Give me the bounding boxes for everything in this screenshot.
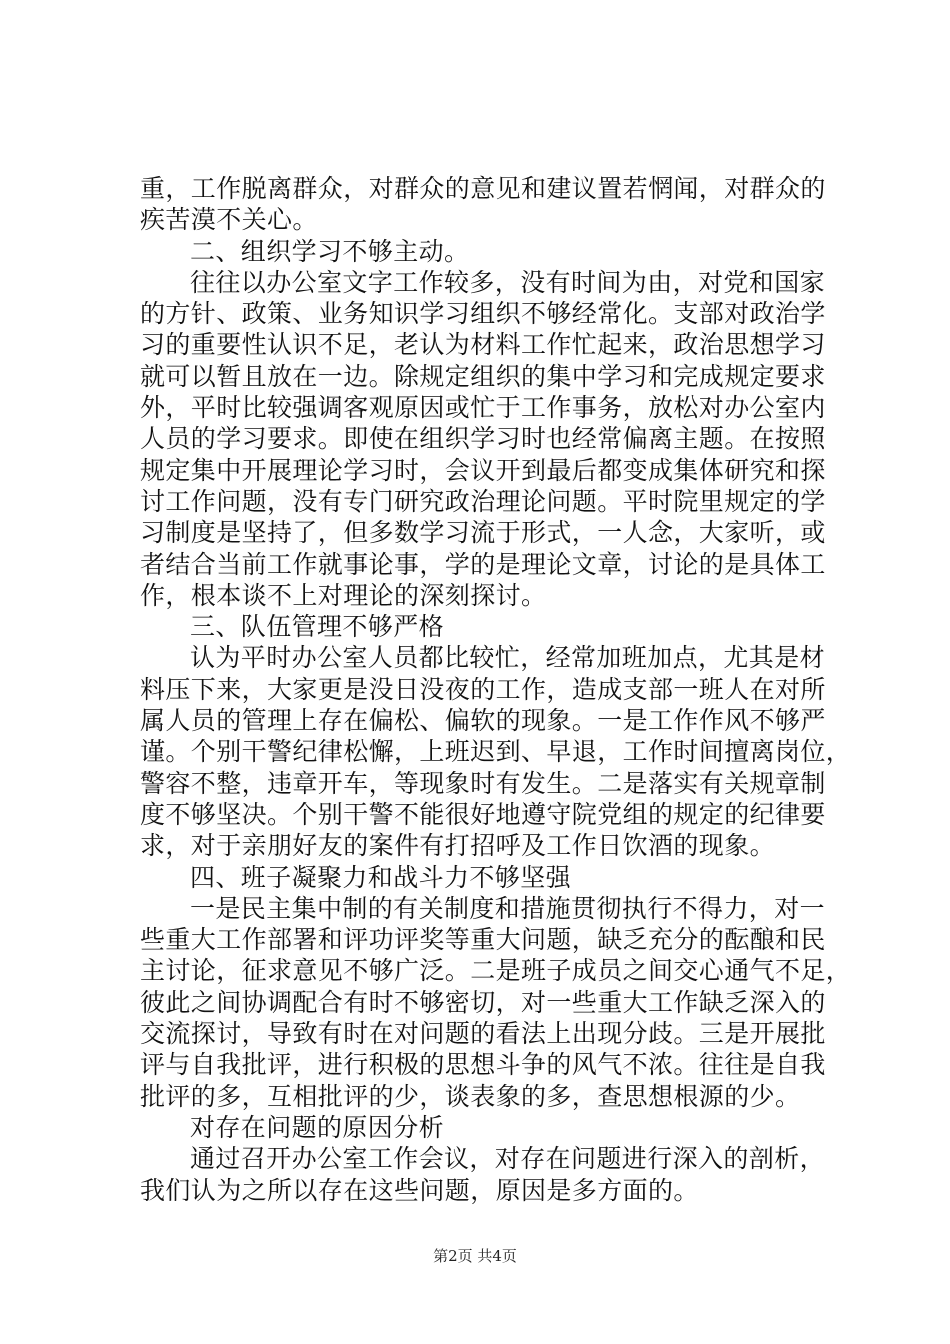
- text-line: 外，平时比较强调客观原因或忙于工作事务，放松对办公室内: [140, 393, 826, 423]
- text-line: 规定集中开展理论学习时，会议开到最后都变成集体研究和探: [140, 455, 826, 485]
- text-line: 作，根本谈不上对理论的深刻探讨。: [140, 580, 547, 610]
- text-line: 谨。个别干警纪律松懈，上班迟到、早退，工作时间擅离岗位，: [140, 737, 852, 767]
- text-line: 者结合当前工作就事论事，学的是理论文章，讨论的是具体工: [140, 549, 826, 579]
- text-line: 三、队伍管理不够严格: [190, 612, 445, 642]
- text-line: 习的重要性认识不足，老认为材料工作忙起来，政治思想学习: [140, 330, 826, 360]
- text-line: 批评的多，互相批评的少，谈表象的多，查思想根源的少。: [140, 1081, 801, 1111]
- text-line: 一是民主集中制的有关制度和措施贯彻执行不得力，对一: [190, 893, 826, 923]
- text-line: 二、组织学习不够主动。: [190, 236, 470, 266]
- text-line: 重，工作脱离群众，对群众的意见和建议置若惘闻，对群众的: [140, 174, 826, 203]
- text-line: 认为平时办公室人员都比较忙，经常加班加点，尤其是材: [190, 643, 826, 673]
- text-line: 讨工作问题，没有专门研究政治理论问题。平时院里规定的学: [140, 486, 826, 516]
- text-line: 料压下来，大家更是没日没夜的工作，造成支部一班人在对所: [140, 674, 826, 704]
- text-line: 警容不整，违章开车，等现象时有发生。二是落实有关规章制: [140, 768, 826, 798]
- text-line: 的方针、政策、业务知识学习组织不够经常化。支部对政治学: [140, 299, 826, 329]
- text-line: 属人员的管理上存在偏松、偏软的现象。一是工作作风不够严: [140, 706, 826, 736]
- text-line: 人员的学习要求。即使在组织学习时也经常偏离主题。在按照: [140, 424, 826, 454]
- page-footer: 第2页 共4页: [433, 1247, 517, 1265]
- text-line: 就可以暂且放在一边。除规定组织的集中学习和完成规定要求: [140, 361, 826, 391]
- document-body: [140, 173, 852, 1206]
- text-line: 评与自我批评，进行积极的思想斗争的风气不浓。往往是自我: [140, 1050, 826, 1080]
- text-line: 疾苦漠不关心。: [140, 205, 318, 235]
- text-line: 些重大工作部署和评功评奖等重大问题，缺乏充分的酝酿和民: [140, 925, 826, 955]
- text-line: 对存在问题的原因分析: [190, 1112, 445, 1142]
- text-line: 习制度是坚持了，但多数学习流于形式，一人念，大家听，或: [140, 518, 826, 548]
- text-line: 交流探讨，导致有时在对问题的看法上出现分歧。三是开展批: [140, 1019, 826, 1049]
- text-line: 主讨论，征求意见不够广泛。二是班子成员之间交心通气不足，: [140, 956, 852, 986]
- text-line: 往往以办公室文字工作较多，没有时间为由，对党和国家: [190, 267, 826, 297]
- text-line: 求，对于亲朋好友的案件有打招呼及工作日饮酒的现象。: [140, 831, 776, 861]
- text-line: 通过召开办公室工作会议，对存在问题进行深入的剖析，: [190, 1144, 826, 1174]
- text-line: 我们认为之所以存在这些问题，原因是多方面的。: [140, 1175, 699, 1205]
- text-line: 彼此之间协调配合有时不够密切，对一些重大工作缺乏深入的: [140, 987, 826, 1017]
- text-line: 度不够坚决。个别干警不能很好地遵守院党组的规定的纪律要: [140, 799, 826, 829]
- text-line: 四、班子凝聚力和战斗力不够坚强: [190, 862, 572, 892]
